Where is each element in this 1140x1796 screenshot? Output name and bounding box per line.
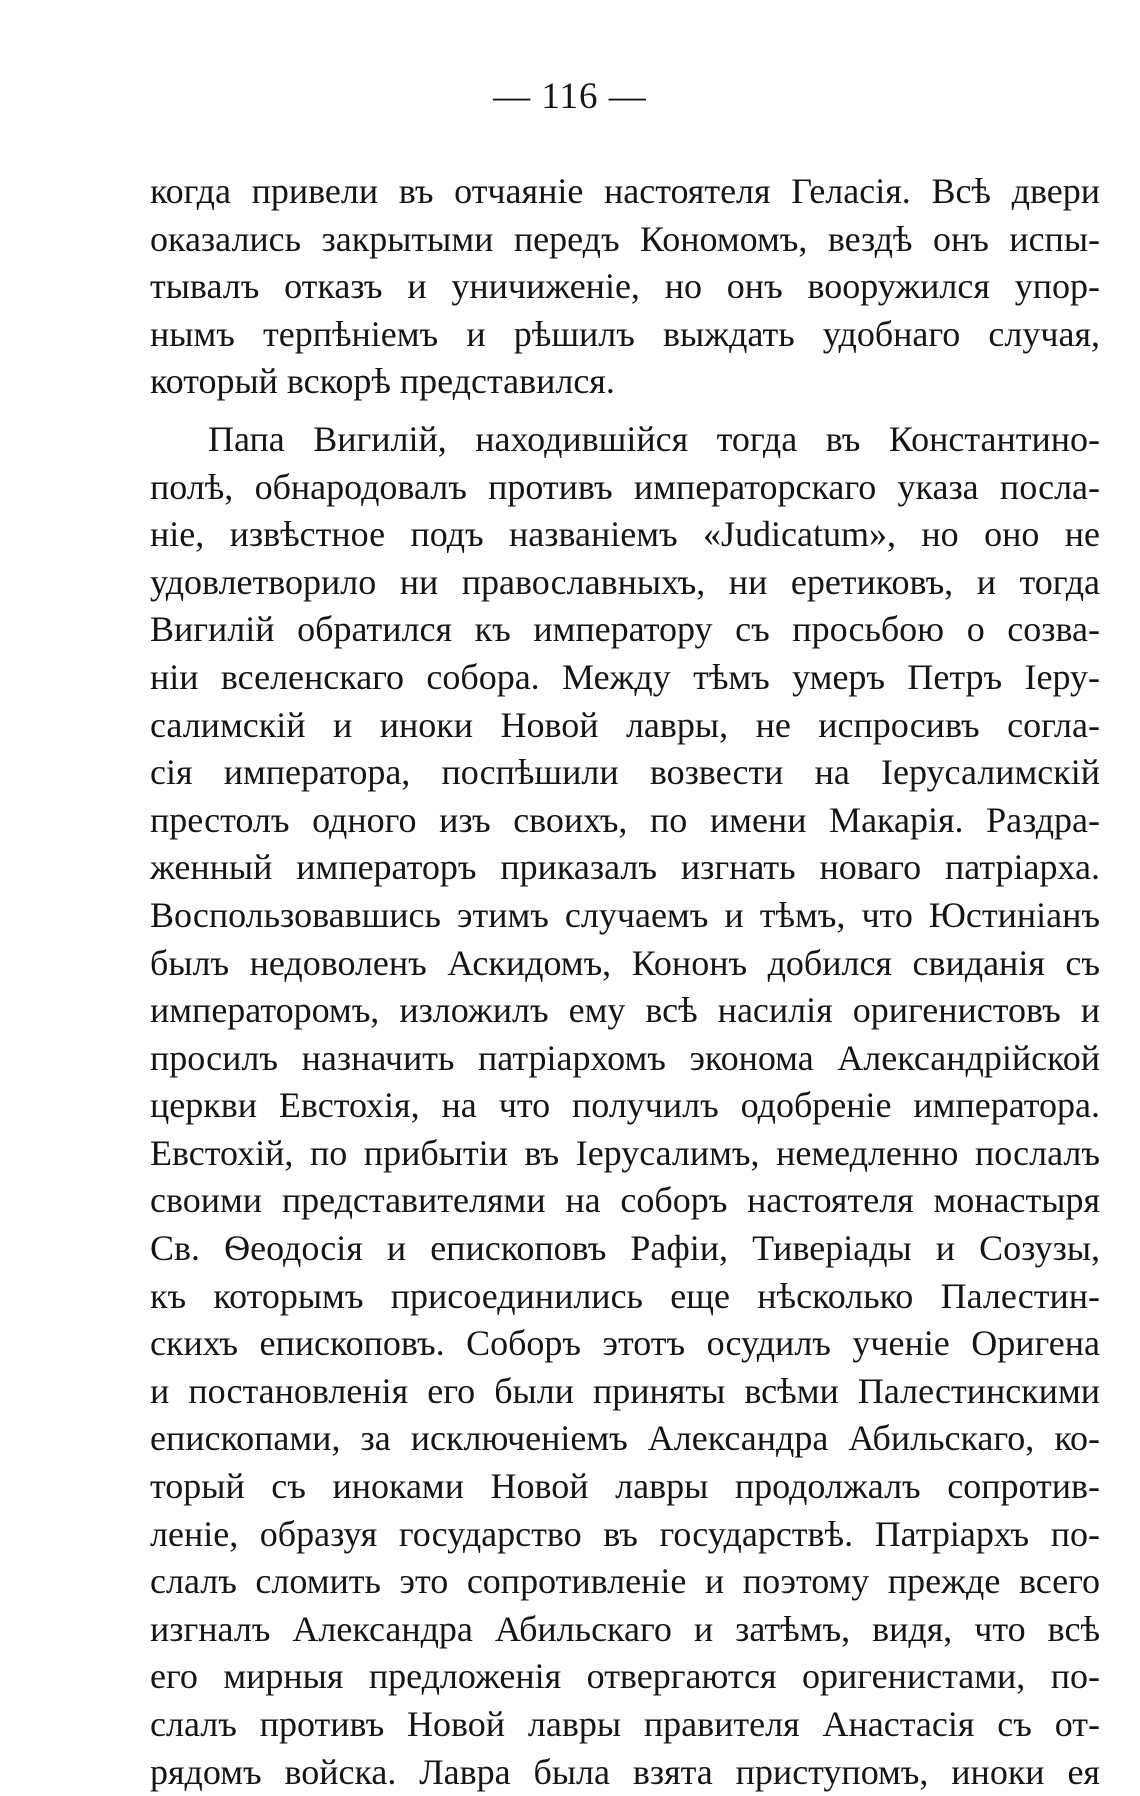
text-line: торый съ иноками Новой лавры продолжалъ сопротив-	[150, 1466, 1100, 1507]
text-line: нымъ терпѣніемъ и рѣшилъ выждать удобнаго случая,	[150, 313, 1100, 354]
text-line: и постановленія его были приняты всѣми Палестинскими	[150, 1370, 1100, 1411]
text-line: Вигилій обратился къ императору съ просьбою о созва-	[150, 609, 1100, 650]
text-line: ніе, извѣстное подъ названіемъ «Judicatum», но оно не	[150, 514, 1100, 555]
text-line: просилъ назначить патріархомъ эконома Александрійской	[150, 1037, 1100, 1078]
text-line: ніи вселенскаго собора. Между тѣмъ умеръ Петръ Іеру-	[150, 656, 1100, 697]
text-line: женный императоръ приказалъ изгнать новаго патріарха.	[150, 847, 1100, 888]
text-line: изгналъ Александра Абильскаго и затѣмъ, видя, что всѣ	[150, 1608, 1100, 1649]
text-line: Воспользовавшись этимъ случаемъ и тѣмъ, что Юстиніанъ	[150, 894, 1100, 935]
text-line: къ которымъ присоединились еще нѣсколько Палестин-	[150, 1275, 1100, 1316]
text-line: рядомъ войска. Лавра была взята приступомъ, иноки ея	[150, 1751, 1100, 1792]
text-line: леніе, образуя государство въ государствѣ. Патріархъ по-	[150, 1513, 1100, 1554]
text-line: императоромъ, изложилъ ему всѣ насилія оригенистовъ и	[150, 990, 1100, 1031]
text-line: Папа Вигилій, находившійся тогда въ Константино-	[208, 418, 1100, 459]
paragraph-gap	[150, 406, 1100, 416]
text-line: удовлетворило ни православныхъ, ни еретиковъ, и тогда	[150, 561, 1100, 602]
page-number: — 116 —	[493, 76, 647, 117]
text-line: полѣ, обнародовалъ противъ императорскаго указа посла-	[150, 466, 1100, 507]
body-text	[150, 168, 1100, 1796]
text-line: Евстохій, по прибытіи въ Іерусалимъ, немедленно послалъ	[150, 1132, 1100, 1173]
text-line: слалъ противъ Новой лавры правителя Анастасія съ от-	[150, 1704, 1100, 1744]
text-line: тывалъ отказъ и уничиженіе, но онъ вооружился упор-	[150, 266, 1100, 307]
text-line: слалъ сломить это сопротивленіе и поэтому прежде всего	[150, 1561, 1100, 1602]
paragraph-1	[150, 168, 1100, 406]
text-line: его мирныя предложенія отвергаются оригенистами, по-	[150, 1656, 1100, 1697]
text-line: оказались закрытыми передъ Кономомъ, вездѣ онъ испы-	[150, 218, 1100, 259]
text-line: который вскорѣ представился.	[150, 361, 615, 402]
text-line: сія императора, поспѣшили возвести на Іерусалимскій	[150, 752, 1100, 793]
text-line: своими представителями на соборъ настоятеля монастыря	[150, 1180, 1100, 1221]
text-line: былъ недоволенъ Аскидомъ, Кононъ добился свиданія съ	[150, 942, 1100, 983]
paragraph-2	[150, 416, 1100, 1796]
text-line: престолъ одного изъ своихъ, по имени Макарія. Раздра-	[150, 799, 1100, 840]
text-line: церкви Евстохія, на что получилъ одобреніе императора.	[150, 1085, 1100, 1126]
text-line: когда привели въ отчаяніе настоятеля Геласія. Всѣ двери	[150, 171, 1100, 211]
text-line: салимскій и иноки Новой лавры, не испросивъ согла-	[150, 704, 1100, 745]
text-line: скихъ епископовъ. Соборъ этотъ осудилъ ученіе Оригена	[150, 1323, 1100, 1364]
text-line: Св. Ѳеодосія и епископовъ Рафіи, Тиверіады и Созузы,	[150, 1228, 1100, 1269]
text-line: епископами, за исключеніемъ Александра Абильскаго, ко-	[150, 1418, 1100, 1459]
